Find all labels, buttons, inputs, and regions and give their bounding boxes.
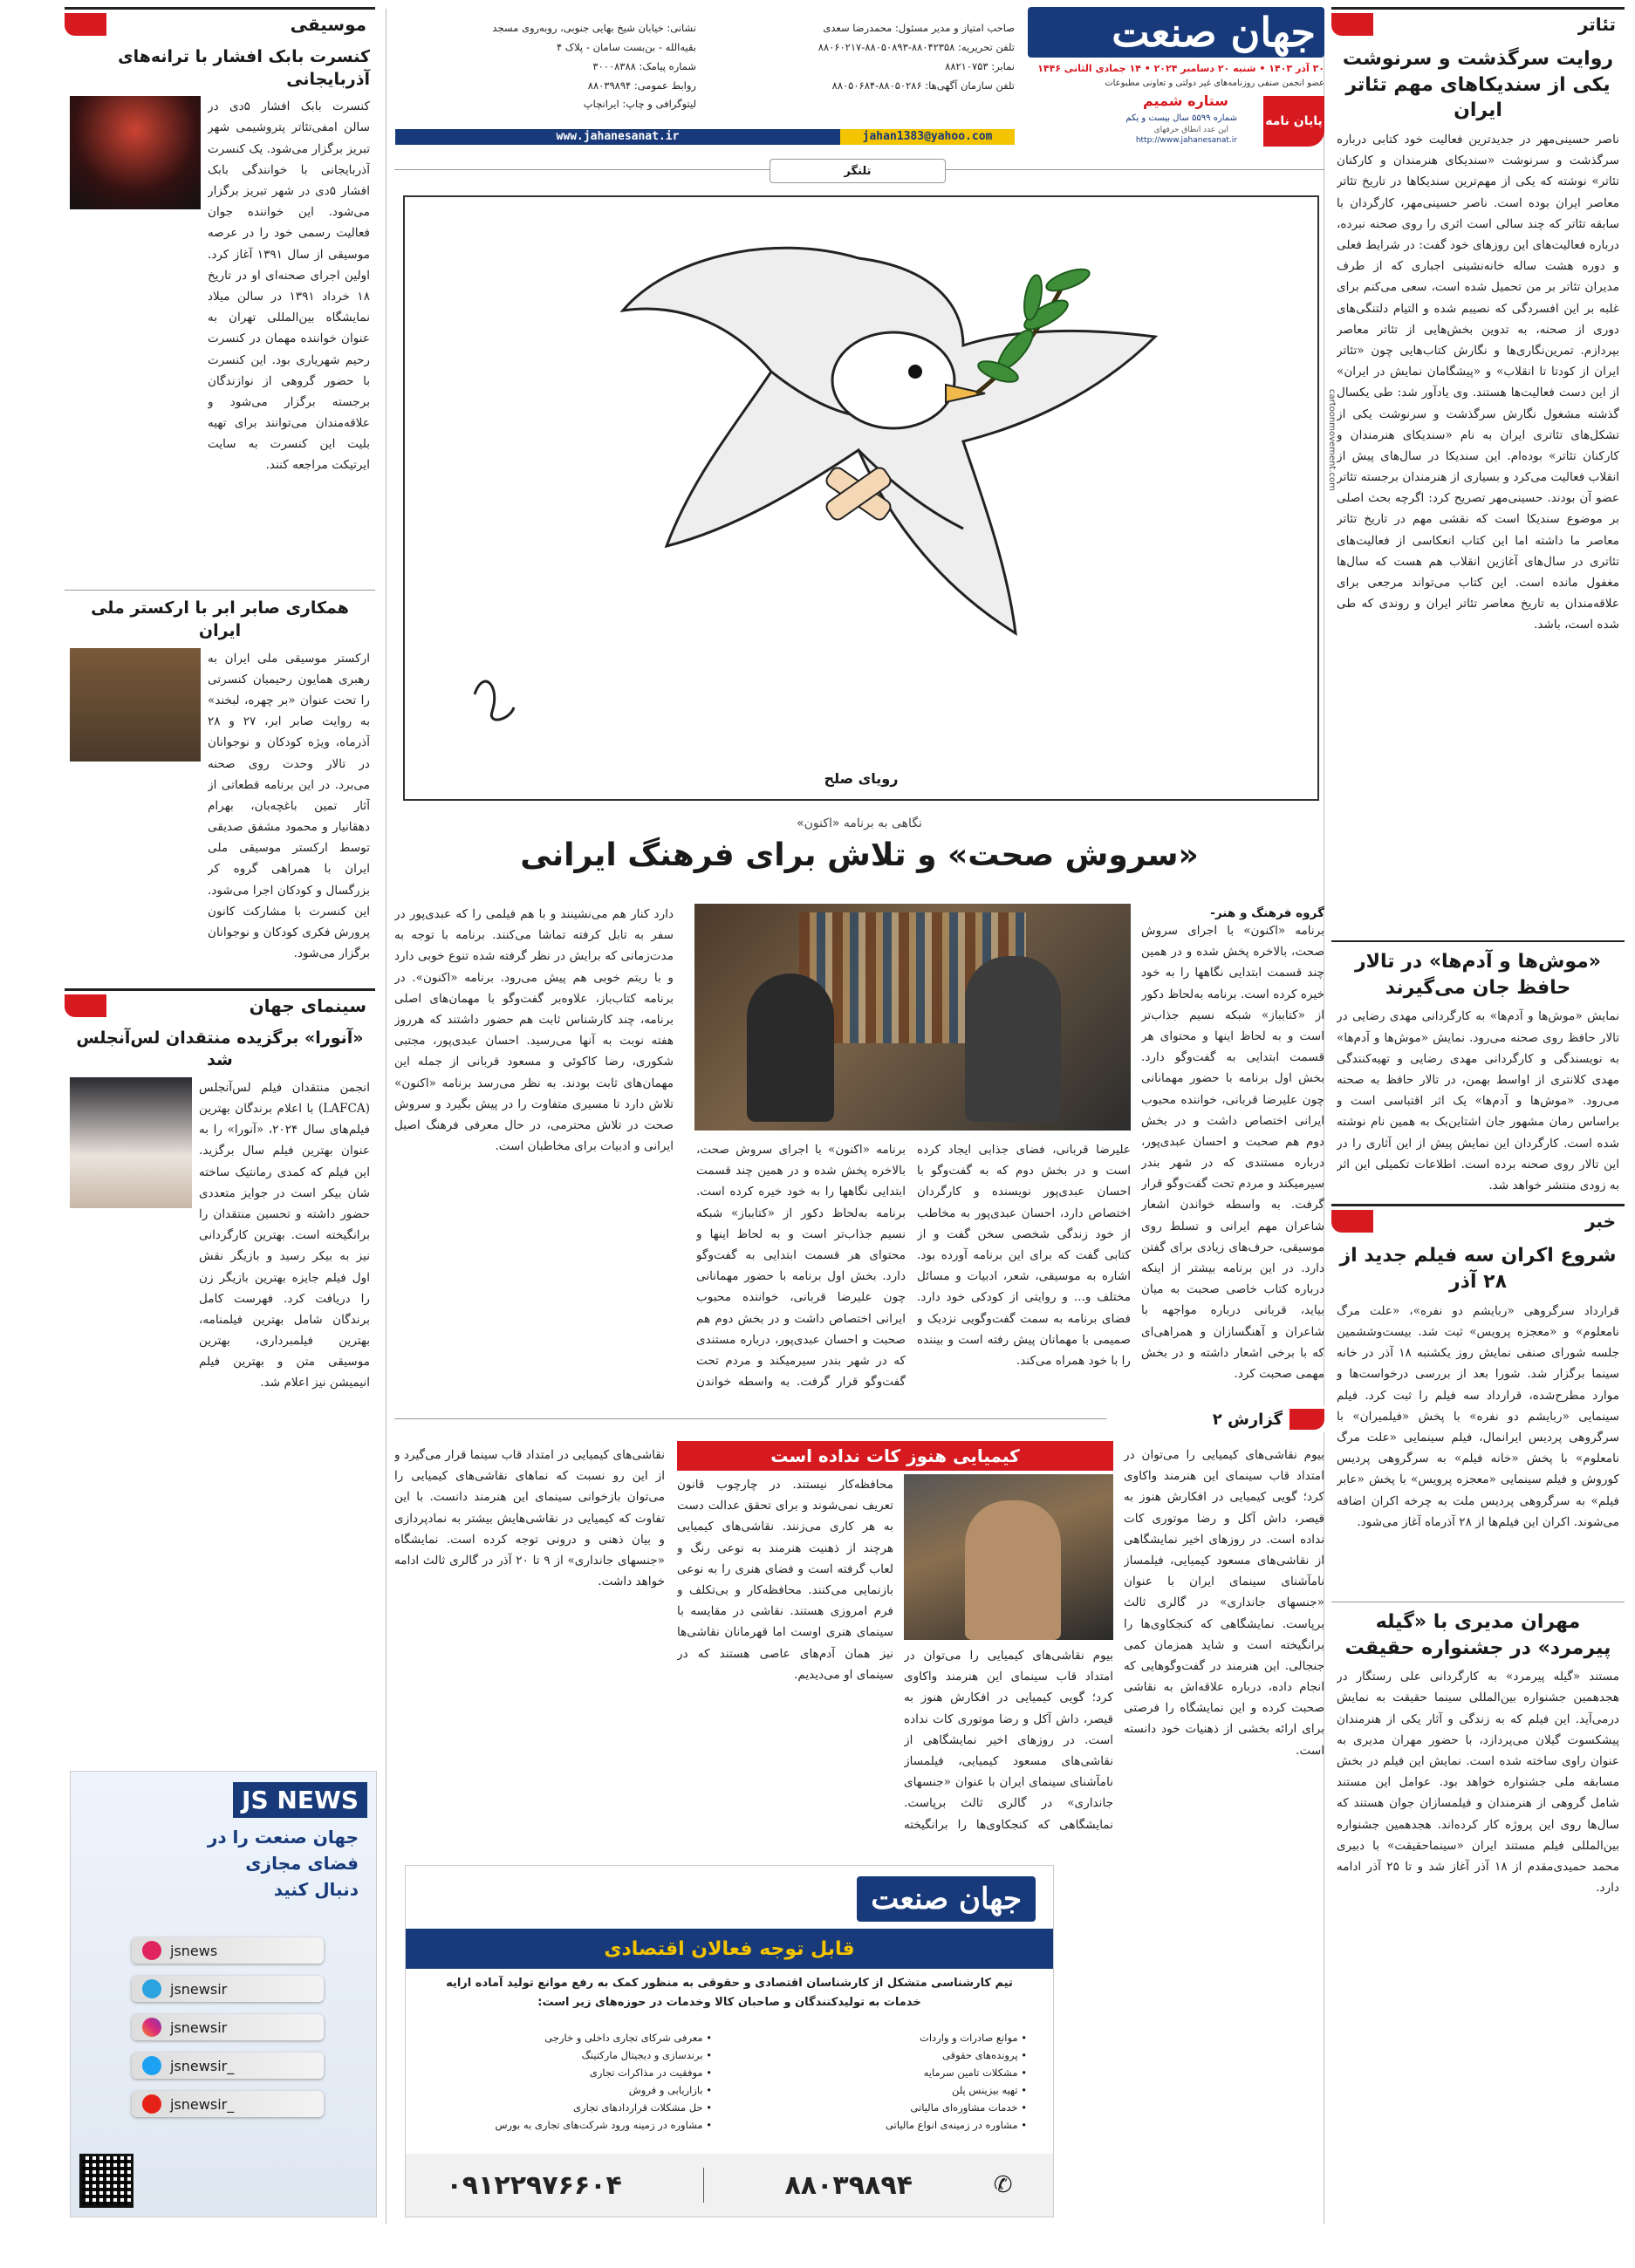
contact-block [709, 19, 1015, 95]
site-banner[interactable]: www.jahanesanat.ir [395, 129, 840, 145]
report-col-left [394, 1445, 665, 1837]
social-aparat[interactable]: jsnews [132, 1937, 324, 1964]
article-headline: «موش‌ها و آدم‌ها» در تالار حافظ جان می‌گیرند [1354, 951, 1601, 999]
lead-label: گروه فرهنگ و هنر- [1210, 906, 1324, 920]
email-banner[interactable]: jahan1383@yahoo.com [840, 129, 1015, 145]
feature-photo [694, 904, 1131, 1131]
issue-number: شماره ۵۵۹۹ سال بیست و یکم [1125, 113, 1237, 123]
masthead [394, 7, 1324, 155]
article-body: کنسرت بابک افشار ۵دی در سالن امفی‌تئاتر پتروشیمی شهر تبریز برگزار می‌شود. یک کنسرت آذربایجانی با خوانندگی بابک افشار ۵دی در شهر تبریز برگزار می‌شود. این خواننده جوان فعالیت رسمی خود را در عرصه موسیقی از سال ۱۳۹۱ آغاز کرد. اولین اجرای صحنه‌ای او در تاریخ ۱۸ خرداد ۱۳۹۱ در سالن میلاد نمایشگاه بین‌المللی تهران به عنوان خواننده مهمان در کنسرت رحیم شهریاری بود. این کنسرت با حضور گروهی از نوازندگان برجسته برگزار می‌شود و علاقه‌مندان می‌توانند برای تهیه بلیت این کنسرت به سایت ایرتیکت مراجعه کنند. [208, 99, 370, 473]
section-label: تئاتر [1577, 14, 1616, 35]
ad-phone-bar [406, 2154, 1053, 2217]
publisher-note: عضو انجمن صنفی روزنامه‌های غیر دولتی و تعاونی مطبوعات [1105, 79, 1324, 88]
ad-item: • موانع صادرات و واردات [920, 2032, 1027, 2044]
article-body: ناصر حسینی‌مهر در جدیدترین فعالیت خود کتابی درباره سرگذشت و سرنوشت «سندیکای هنرمندان و کارکنان تئاتر» نوشته که یکی از مهم‌ترین سندیکاها در تاریخ تئاتر معاصر ایران بوده است. ناصر حسینی‌مهر، کارگردان با سابقه تئاتر که چند سالی است اثری را روی صحنه نبرده، درباره فعالیت‌های این روزهای خود گفت: در شرایط فعلی و دوره هشت ساله خانه‌نشینی اجباری که از طرف مدیران تئاتر بر من تحمیل شده است، سعی می‌کنم برای غلبه بر این افسردگی که نصیبم شده و التیام دلتنگی‌های دوری از صحنه، به تدوین بخش‌هایی از تئاتر معاصر بپردازم. تمرین‌نگاری‌ها و نگارش کتاب‌هایی چون «تئاتر ایران از کودتا تا انقلاب» و «پیشگامان نمایش در ایران» از این دست فعالیت‌ها هستند. وی یادآور شد: طی یکسال گذشته مشغول نگارش سرگذشت و سرنوشت یکی از تشکل‌های تئاتری ایران به نام «سندیکای هنرمندان و کارکنان تئاتر» بوده‌ام. این سندیکا در سال‌های پیش از انقلاب فعالیت می‌کرد و بسیاری از هنرمندان برجسته تئاتر عضو آن بودند. حسینی‌مهر تصریح کرد: اگرچه بحث اصلی بر موضوع سندیکا است که نقشی مهم در تاریخ تئاتر معاصر ما داشته اما این کتاب انعکاسی از فعالیت‌های تئاتری در سال‌های آغازین انقلاب هم هست که سال‌ها مغفول مانده است. این کتاب می‌تواند مرجعی برای علاقه‌مندان به تاریخ معاصر تئاتر ایران و روندی که طی شده است، باشد. [1337, 133, 1619, 632]
section-tab-theater [1331, 7, 1625, 39]
motto: این عدد انطاق حرفهای [1153, 126, 1228, 134]
feature-body: برنامه «اکنون» با اجرای سروش صحت، بالاخره پخش شده و در همین چند قسمت ابتدایی نگاهها را به خود خیره کرده است. برنامه به‌لحاظ دکور از «کتابباز» شبکه نسیم جذاب‌تر است و به لحاظ اینها و محتوای هر قسمت ابتدایی به گفت‌وگو دارد. بخش اول برنامه با حضور مهمانانی چون علیرضا قربانی، خواننده محبوب ایرانی اختصاص داشت و در بخش دوم هم صحبت و احسان عبدی‌پور، درباره مستندی که در شهر بندر سیرمیکند و مردم تحت گفت‌وگو قرار گرفت. به واسطه خواندن [696, 1143, 906, 1390]
feature-col-left [394, 904, 674, 1392]
column-divider [386, 9, 387, 2224]
report-col-mid2 [904, 1645, 1113, 1837]
cartoon-tab-label: تلنگر [844, 164, 872, 178]
qr-code-icon [79, 2154, 133, 2208]
host-figure [747, 973, 834, 1122]
ad-item: • موفقیت در مذاکرات تجاری [589, 2066, 712, 2079]
dove-cartoon [405, 197, 1317, 747]
divider [1331, 940, 1625, 942]
article-headline: کنسرت بابک افشار با ترانه‌های آذربایجانی [118, 47, 370, 89]
social-list [132, 1937, 324, 2117]
section-label: خبر [1584, 1211, 1616, 1233]
ad-item: • حل مشکلات قراردادهای تجاری [573, 2101, 712, 2114]
cartoon-caption: رویای صلح [824, 770, 899, 787]
report-col-mid [677, 1474, 893, 1837]
phone-icon: ✆ [993, 2172, 1013, 2198]
report-body: بیوم نقاشی‌های کیمیایی را می‌توان در امتداد قاب سینمای این هنرمند واکاوی کرد؛ گویی کیمیایی در افکارش هنوز به قیصر، داش آکل و رضا موتوری کات نداده است. در روزهای اخیر نمایشگاهی از نقاشی‌های مسعود کیمیایی، فیلمساز نامآشنای سینمای ایران با عنوان «جنسهای جانداری» در گالری ثالث برپاست. نمایشگاهی که کنجکاوی‌ها را برانگیخته [904, 1649, 1113, 1832]
report-tab [1106, 1406, 1324, 1432]
youtube-icon [142, 2094, 161, 2114]
address: نشانی: خیابان شیخ بهایی جنوبی، روبه‌روی مسجد بقیه‌الله - بن‌بست سامان - پلاک ۴ [492, 22, 696, 53]
red-tab-marker [1290, 1409, 1324, 1430]
article-headline: «آنورا» برگزیده منتقدان لس‌آنجلس شد [76, 1028, 364, 1070]
divider [65, 590, 375, 591]
saber-abar-photo [70, 648, 201, 762]
ad-title-bar [406, 1929, 1053, 1969]
report-body: نقاشی‌های کیمیایی در امتداد قاب سینما قرار می‌گیرد و از این رو نسبت که نماهای نقاشی‌های کیمیایی را می‌توان بازخوانی سینمای این هنرمند دانست. با این تفاوت که کیمیایی در نقاشی‌هایش بیشتر به نمادپردازی و بیان ذهنی و درونی توجه کرده است. نمایشگاه «جنسهای جانداری» از ۹ تا ۲۰ آذر در گالری ثالث ادامه خواهد داشت. [394, 1448, 665, 1589]
masthead-logo: جهان صنعت [1112, 9, 1316, 56]
article-body: انجمن منتقدان فیلم لس‌آنجلس (LAFCA) با اعلام برندگان بهترین فیلم‌های سال ۲۰۲۴، «آنورا» را به عنوان بهترین فیلم سال برگزید. این فیلم که کمدی رمانتیک ساخته شان بیکر است در جوایز متعددی حضور داشته و تحسین منتقدان را برانگیخته است. بهترین کارگردانی نیز به بیکر رسید و بازیگر نقش اول فیلم جایزه بهترین بازیگر زن را دریافت کرد. فهرست کامل برندگان شامل بهترین فیلمنامه، بهترین فیلمبرداری، بهترین موسیقی متن و بهترین فیلم انیمیشن نیز اعلام شد. [199, 1080, 370, 1390]
feature-headline: «سروش صحت» و تلاش برای فرهنگ ایرانی [520, 837, 1199, 873]
ad-item: • پرونده‌های حقوقی [942, 2049, 1027, 2061]
red-tab-marker [1331, 1210, 1373, 1233]
feature-body: دارد کنار هم می‌نشینند و با هم فیلمی را که عبدی‌پور در سفر به تابل کرفته تماشا می‌کنند. برنامه با توجه به مدت‌زمانی که برایش در نظر گرفته شده تنوع خوبی دارد و با ریتم خوبی هم پیش می‌رود. برنامه «اکنون». در برنامه کتاب‌باز، علاوه‌بر گفت‌وگو با مهمان‌های اصلی برنامه، چند کارشناس ثابت هم حضور داشتند که هرروز هفته نوبت به آنها می‌رسید. احسان عبدی‌پور، مجتبی شکوری، رضا کاکوئی و مسعود قربانی از جمله این مهمان‌های ثابت بودند. به نظر می‌رسد برنامه «اکنون» تلاش دارد تا مسیری متفاوت را در پیش بگیرد و سروش صحت در تلاش محترمی، در حال معرفی فرهنگ اصیل ایرانی و ادبیات برای مخاطبان است. [394, 907, 674, 1154]
ad-item: • مشاوره در زمینه‌ی انواع مالیاتی [886, 2119, 1027, 2131]
report-body: بیوم نقاشی‌های کیمیایی را می‌توان در امتداد قاب سینمای این هنرمند واکاوی کرد؛ گویی کیمیایی در افکارش هنوز به قیصر، داش آکل و رضا موتوری کات نداده است. در روزهای اخیر نمایشگاهی از نقاشی‌های مسعود کیمیایی، فیلمساز نامآشنای سینمای ایران با عنوان «جنسهای جانداری» در گالری ثالث برپاست. نمایشگاهی که کنجکاوی‌ها را برانگیخته است و شاید همزمان کمی جنجالی. این هنرمند در گفت‌وگوهایی که انجام داده، درباره علاقه‌اش به نقاشی صحبت کرده و این نمایشگاه را فرصتی برای ارائه بخشی از ذهنیات خود دانسته است. [1124, 1448, 1324, 1758]
section-label: سینمای جهان [249, 994, 366, 1016]
social-twitter[interactable]: jsnewsir_ [132, 2053, 324, 2079]
print: لیتوگرافی و چاپ: ایرانچاپ [583, 98, 696, 111]
separator [703, 2168, 704, 2203]
article-body: ارکستر موسیقی ملی ایران به رهبری همایون رحیمیان کنسرتی را تحت عنوان «بر چهره، لبخند» به روایت صابر ابر، ۲۷ و ۲۸ آذرماه، ویژه کودکان و نوجوانان در تالار وحدت روی صحنه می‌برد. در این برنامه قطعاتی از آثار تمین باغچه‌بان، بهرام دهقانیار و محمود مشفق صدیقی توسط ارکستر موسیقی ملی ایران با همراهی گروه کر بزرگسال و کودکان اجرا می‌شود. این کنسرت با مشارکت کانون پرورش فکری کودکان و نوجوانان برگزار می‌شود. [208, 651, 370, 961]
ad-items [432, 2032, 1027, 2136]
fax: نمابر: ۸۸۲۱۰۷۵۳ [945, 59, 1015, 72]
report-headline-bar [677, 1441, 1113, 1471]
badge-text: پایان نامه [1265, 114, 1323, 128]
site-small: http://www.jahanesanat.ir [1135, 136, 1237, 145]
cartoon-credit: cartoonmovement.com [1327, 389, 1337, 491]
ads-phone: تلفن سازمان آگهی‌ها: ۸۸۰۵۰۲۸۶-۸۸۰۵۰۶۸۴ [831, 79, 1015, 92]
report-section [394, 1406, 1324, 1842]
article-body: قرارداد سرگروهی «ربایشم دو نفره»، «علت مرگ نامعلوم» و «معجزه پرویس» ثبت شد. بیست‌وششمین جلسه شورای صنفی نمایش روز یکشنبه ۱۸ آذر در خانه سینما برگزار شد. شورا بعد از بررسی درخواست‌ها و موارد مطرح‌شده، قرارداد سه فیلم را ثبت کرد. فیلم سینمایی «ربایشم دو نفره» با پخش «فیلمیران» با سرگروهی پردیس ایرانمال، فیلم سینمایی «علت مرگ نامعلوم» با پخش «خانه فیلم» به سرگروهی پردیس کوروش و فیلم سینمایی «معجزه پرویس» با پخش «عابر فیلم» به سرگروهی پردیس ملت به چرخه اکران اضافه می‌شوند. اکران این فیلم‌ها از ۲۸ آذرماه آغاز می‌شود. [1337, 1303, 1619, 1529]
jsnews-banner[interactable] [70, 1771, 377, 2217]
ad-logo-text: جهان صنعت [871, 1882, 1022, 1916]
article-headline: همکاری صابر ابر با ارکستر ملی ایران [91, 598, 349, 640]
jsnews-logo-text: JS NEWS [242, 1786, 359, 1814]
article-headline: مهران مدیری با «گیله پیرمرد» در جشنواره حقیقت [1344, 1610, 1611, 1659]
report-tab-label: گزارش ۲ [1212, 1410, 1283, 1429]
feature-col-mid-a [696, 1139, 906, 1392]
feature-kicker: نگاهی به برنامه «اکنون» [797, 816, 922, 830]
report-photo [904, 1474, 1113, 1640]
issue-line: ۳۰ آذر ۱۴۰۳ • شنبه ۲۰ دسامبر ۲۰۲۴ • ۱۴ جمادی الثانی ۱۴۴۶ [1037, 63, 1324, 74]
masthead-logo-block [1028, 7, 1324, 147]
section-tab-news [1331, 1204, 1625, 1236]
ad-item: • برندسازی و دیجیتال مارکتینگ [581, 2049, 712, 2061]
article-body: مستند «گیله پیرمرد» به کارگردانی علی رستگار در هجدهمین جشنواره بین‌المللی سینما حقیقت به نمایش درمی‌آید. این فیلم که به زندگی و آثار یکی از هنرمندان پیشکسوت گیلان می‌پردازد، با حضور مهران مدیری به عنوان راوی ساخته شده است. نمایش این فیلم در بخش مسابقه ملی جشنواره خواهد بود. عوامل این مستند شامل گروهی از هنرمندان و فیلمسازان جوان هستند که سال‌ها روی این پروژه کار کرده‌اند. هجدهمین جشنواره بین‌المللی فیلم مستند ایران «سینماحقیقت» با دبیری محمد حمیدی‌مقدم از ۱۸ آذر آغاز شد و تا ۲۵ آذر ادامه دارد. [1337, 1670, 1619, 1896]
article-body: نمایش «موش‌ها و آدم‌ها» به کارگردانی مهدی رضایی در تالار حافظ روی صحنه می‌رود. نمایش «موش‌ها و آدم‌ها» به نویسندگی و کارگردانی مهدی رضایی و تهیه‌کنندگی مهدی کلانتری از اواسط بهمن، در تالار حافظ به صحنه می‌رود. «موش‌ها و آدم‌ها» یک اثر اقتباسی است و براساس رمان مشهور جان اشتاین‌بک به همین نام نوشته شده است. کارگردان این نمایش پیش از این آثاری را در این تالار روی صحنه برده است. اطلاعات تکمیلی این اثر به زودی منتشر خواهد شد. [1337, 1009, 1619, 1192]
feature-body: علیرضا قربانی، فضای جذابی ایجاد کرده است و در بخش دوم که به گفت‌وگو با احسان عبدی‌پور نویسنده و کارگردان اختصاص دارد، احسان عبدی‌پور به مخاطب از خود زندگی شخصی سخن گفت و از کتابی گفت که برای این برنامه آورده بود. اشاره به موسیقی، شعر، ادبیات و مسائل مختلف و... و روایتی از کودکی خود دارد. فضای برنامه به سمت گفت‌وگویی نزدیک و صمیمی با مهمانان پیش رفته است و بیننده را با خود همراه می‌کند. [917, 1143, 1131, 1368]
sub-logo: ستاره شمیم [1142, 92, 1228, 109]
red-tab-marker [65, 994, 106, 1017]
instagram-icon [142, 2018, 161, 2037]
red-tab-marker [1331, 13, 1373, 36]
jsnews-logo [233, 1782, 367, 1818]
ad-item: • خدمات مشاوره‌ای مالیاتی [910, 2101, 1027, 2114]
feature-col-right [1141, 904, 1324, 1392]
concert-photo [70, 96, 201, 209]
pr: روابط عمومی: ۸۸۰۳۹۸۹۴ [587, 79, 696, 92]
ad-logo [857, 1876, 1036, 1922]
telegram-icon [142, 1979, 161, 1998]
report-headline: کیمیایی هنوز کات نداده است [770, 1445, 1020, 1466]
ad-item: • مشاوره در زمینه ورود شرکت‌های تجاری به بورس [495, 2119, 712, 2131]
right-column [1331, 0, 1625, 2233]
sms: شماره پیامک: ۳۰۰۰۸۳۸۸ [592, 59, 696, 72]
ad-item: • بازاریابی و فروش [628, 2084, 712, 2096]
feature-article [394, 808, 1324, 1401]
cartoon-section [394, 157, 1337, 803]
ad-block[interactable] [405, 1865, 1054, 2217]
ad-item: • مشکلات تامین سرمایه [923, 2066, 1027, 2079]
aparat-icon [142, 1941, 161, 1960]
ad-item: • تهیه بیزینس پلن [951, 2084, 1027, 2096]
ad-title: قابل توجه فعالان اقتصادی [604, 1937, 855, 1960]
feature-col-mid-b [917, 1139, 1131, 1392]
article-headline: روایت سرگذشت و سرنوشت یکی از سندیکاهای مهم تئاتر ایران [1342, 48, 1614, 122]
jsnews-slogan: جهان صنعت را در فضای مجازی دنبال کنید [207, 1827, 359, 1900]
section-label: موسیقی [290, 14, 366, 35]
cartoon-frame [403, 195, 1337, 801]
badge [1263, 96, 1324, 147]
ad-item: • معرفی شرکای تجاری داخلی و خارجی [544, 2032, 712, 2044]
social-instagram[interactable]: jsnewsir [132, 2014, 324, 2040]
social-youtube[interactable]: jsnewsir_ [132, 2091, 324, 2117]
red-tab-marker [65, 13, 106, 36]
social-telegram[interactable]: jsnewsir [132, 1976, 324, 2002]
article-headline: شروع اکران سه فیلم جدید از ۲۸ آذر [1339, 1245, 1617, 1294]
report-body: محافظه‌کار نیستند. در چارچوب قانون تعریف نمی‌شوند و برای تحقق عدالت دست به هر کاری می‌زنند. نقاشی‌های کیمیایی هرچند از ذهنیت هنرمند به نوعی رنگ و لعاب گرفته است و فضای هنری را به نوعی بازنمایی می‌کنند. محافظه‌کار و بی‌تکلف و فرم امروزی هستند. نقاشی در مقایسه با سینمای هنری اوست اما قهرمانان نقاشی‌ها نیز همان آدم‌های عاصی هستند که در سینمای او می‌دیدیم. [677, 1478, 893, 1682]
section-tab-music [65, 7, 375, 39]
editorial-phone: تلفن تحریریه: ۸۸۰۴۲۳۵۸-۸۸۰۵۰۸۹۳-۸۸۰۶۰۲۱۷ [818, 40, 1015, 53]
section-tab-cinema [65, 988, 375, 1021]
address-block [478, 19, 696, 114]
guest-figure [965, 956, 1061, 1122]
portrait-figure [965, 1500, 1061, 1640]
report-col-right [1124, 1445, 1324, 1837]
web-banner [395, 129, 1015, 145]
ad-phone2[interactable]: ۰۹۱۲۲۹۷۶۶۰۴ [446, 2169, 622, 2201]
owner: صاحب امتیاز و مدیر مسئول: محمدرضا سعدی [823, 22, 1015, 34]
ad-phone1[interactable]: ۸۸۰۳۹۸۹۴ [784, 2169, 913, 2201]
ad-body: تیم کارشناسی متشکل از کارشناسان اقتصادی و حقوقی به منظور کمک به رفع موانع تولید آماده ارایه خدمات به تولیدکنندگان و صاحبان کالا وخدمات در حوزه‌های زیر است: [446, 1977, 1013, 2010]
cartoon-tab [770, 159, 946, 183]
anora-photo [70, 1077, 192, 1208]
feature-body: برنامه «اکنون» با اجرای سروش صحت، بالاخره پخش شده و در همین چند قسمت ابتدایی نگاهها را به خود خیره کرده است. برنامه به‌لحاظ دکور از «کتابباز» شبکه نسیم جذاب‌تر است و به لحاظ اینها و محتوای هر قسمت ابتدایی به گفت‌وگو دارد. بخش اول برنامه با حضور مهمانانی چون علیرضا قربانی، خواننده محبوب ایرانی اختصاص داشت و در بخش دوم هم صحبت و احسان عبدی‌پور، درباره مستندی که در شهر بندر سیرمیکند و مردم تحت گفت‌وگو قرار گرفت. به واسطه خواندن اشعار شاعران مهم ایرانی و تسلط روی موسیقی، حرف‌های زیادی برای گفتن دارد. در این برنامه بیشتر از اینکه درباره کتاب خاصی صحبت به میان بیاید، قربانی درباره مواجهه با شاعران و آهنگسازان و همراهی‌ای که با برخی اشعار داشته و در بخش مهمی صحبت کرد. [1141, 924, 1324, 1381]
twitter-icon [142, 2056, 161, 2075]
